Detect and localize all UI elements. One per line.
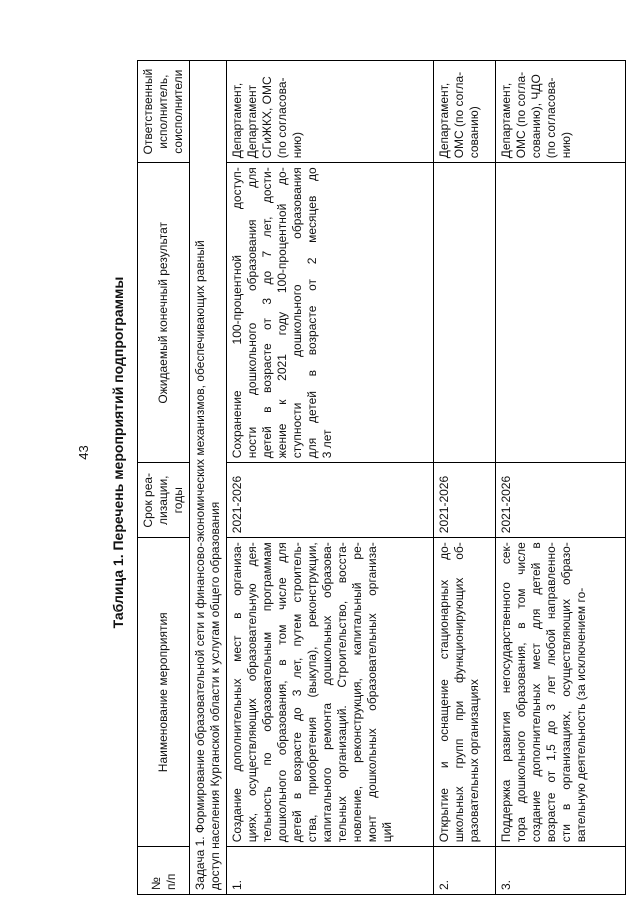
text-line: исполнитель, xyxy=(156,74,170,149)
header-num xyxy=(138,847,190,895)
text-line: Создание дополнительных мест в организа- xyxy=(230,542,244,843)
text-line: Департамент xyxy=(245,84,259,159)
text-line: циях, осуществляющих образовательную дея- xyxy=(245,542,259,843)
row-executor xyxy=(434,61,496,163)
text-line: (по согласова- xyxy=(544,77,558,159)
row-name xyxy=(434,538,496,847)
text-line: нию) xyxy=(290,131,304,159)
text-line: Ожидаемый конечный результат xyxy=(156,221,170,404)
text-line: школьных групп при функционирующих об- xyxy=(452,542,466,843)
text-line: соисполнители xyxy=(171,69,185,154)
text-line: возрасте от 1,5 до 3 лет любой направленно- xyxy=(544,542,558,843)
text-line: № xyxy=(148,877,163,890)
text-line: тора дошкольного образования, в том числе xyxy=(514,542,528,843)
text-line: жение к 2021 году 100-процентной до- xyxy=(275,167,289,459)
text-line: Департамент, xyxy=(230,82,244,159)
table-row xyxy=(496,61,626,895)
task-cell xyxy=(190,61,227,895)
row-name xyxy=(496,538,626,847)
text-line: нию) xyxy=(559,131,573,159)
row-executor xyxy=(496,61,626,163)
row-result xyxy=(227,163,434,463)
row-num: 2. xyxy=(434,847,496,895)
text-line: Департамент, xyxy=(437,82,451,159)
table-row xyxy=(434,61,496,895)
text-line: Поддержка развития негосударственного сек- xyxy=(499,542,513,843)
row-executor xyxy=(227,61,434,163)
text-line: детей в возрасте от 3 до 7 лет, дости- xyxy=(260,167,274,459)
text-line: Ответственный xyxy=(141,68,155,155)
text-line: для детей в возрасте от 2 месяцев до xyxy=(305,167,319,459)
header-name xyxy=(138,538,190,847)
text-line: п/п xyxy=(163,873,178,890)
text-line: новление, реконструкция, капитальный ре- xyxy=(350,542,364,843)
header-row xyxy=(138,61,190,895)
text-line: монт дошкольных образовательных организа- xyxy=(365,542,379,843)
text-line: тельность по образовательным программам xyxy=(260,542,274,843)
row-result xyxy=(496,163,626,463)
row-name xyxy=(227,538,434,847)
text-line: годы xyxy=(171,487,185,514)
task-row xyxy=(190,61,227,895)
text-line: ОМС (по согла- xyxy=(514,71,528,159)
page-number: 43 xyxy=(76,445,91,460)
text-line: сованию) xyxy=(467,106,481,159)
row-num: 1. xyxy=(227,847,434,895)
table-title: Таблица 1. Перечень мероприятий подпрограммы xyxy=(110,276,126,629)
text-line: ций xyxy=(380,822,394,843)
text-line: капитального ремонта дошкольных образова- xyxy=(320,542,334,843)
text-line: сти в организациях, осуществляющих образо- xyxy=(559,542,573,843)
text-line: (по согласова- xyxy=(275,77,289,159)
row-result xyxy=(434,163,496,463)
row-period: 2021-2026 xyxy=(496,463,626,538)
text-line: 3 лет xyxy=(320,429,334,459)
header-executor xyxy=(138,61,190,163)
text-line: ОМС (по согла- xyxy=(452,71,466,159)
row-num: 3. xyxy=(496,847,626,895)
text-line: ства, приобретения (выкупа), реконструкции, xyxy=(305,542,319,843)
text-line: дошкольного образования, в том числе для xyxy=(275,542,289,843)
text-line: доступ населения Курганской области к услугам общего образования xyxy=(208,501,222,890)
text-line: вательную деятельность (за исключением го- xyxy=(574,587,588,843)
text-line: ности дошкольного образования для xyxy=(245,167,259,459)
text-line: сованию), ЧДО xyxy=(529,74,543,159)
text-line: лизации, xyxy=(156,475,170,525)
table-row xyxy=(227,61,434,895)
text-line: ступности дошкольного образования xyxy=(290,167,304,459)
header-period xyxy=(138,463,190,538)
measures-table xyxy=(137,60,626,895)
row-period: 2021-2026 xyxy=(434,463,496,538)
text-line: создание дополнительных мест для детей в xyxy=(529,542,543,843)
text-line: Департамент, xyxy=(499,82,513,159)
text-line: детей в возрасте до 3 лет, путем строитель- xyxy=(290,542,304,843)
text-line: Задача 1. Формирование образовательной сети и финансово-экономических механизмов, обеспечивающих равный xyxy=(193,240,207,890)
text-line: Срок реа- xyxy=(141,472,155,528)
text-line: тельных организаций. Строительство, восста- xyxy=(335,542,349,843)
text-line: СГиЖКХ, ОМС xyxy=(260,76,274,159)
row-period: 2021-2026 xyxy=(227,463,434,538)
text-line: Открытие и оснащение стационарных до- xyxy=(437,542,451,843)
text-line: Сохранение 100-процентной доступ- xyxy=(230,167,244,459)
header-result xyxy=(138,163,190,463)
text-line: разовательных организациях xyxy=(467,679,481,843)
text-line: Наименование мероприятия xyxy=(156,612,170,773)
